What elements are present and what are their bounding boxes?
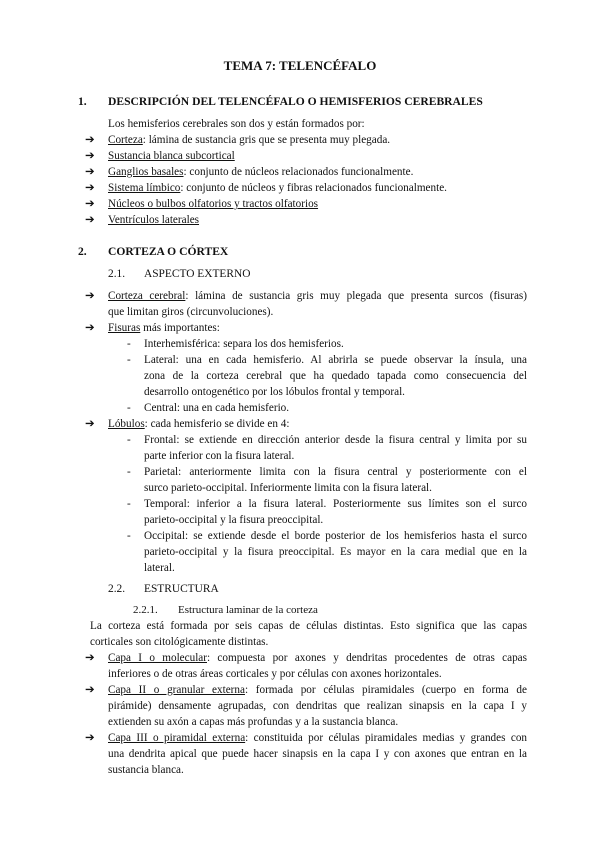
capa-3-line-3: sustancia blanca.	[108, 764, 184, 776]
term: Sustancia blanca subcortical	[108, 150, 235, 162]
capa-3-line-2: una dendrita apical que puede hacer sinapsis en la capa I y con axones que entran en la	[108, 748, 527, 760]
lobulo-temporal-line-1: Temporal: inferior a la fisura lateral. Posteriormente sus límites son el surco	[144, 498, 527, 510]
lobulo-occipital-line-3: lateral.	[144, 562, 175, 574]
lobulo-occipital-line-2: parieto-occipital y la fisura preoccipital. Es mayor en la cara medial que en la	[144, 546, 527, 558]
list-item	[108, 164, 413, 180]
fisura-central: Central: una en cada hemisferio.	[144, 402, 290, 414]
capa-1-line-1: Capa I o molecular: compuesta por axones y dendritas procedentes de otras capas	[108, 652, 527, 664]
subsection-2-2-1-number: 2.2.1.	[133, 604, 158, 616]
arrow-bullet-icon: ➔	[85, 322, 95, 334]
subsection-2-1-heading: ASPECTO EXTERNO	[144, 268, 251, 280]
dash-bullet: -	[127, 498, 131, 510]
arrow-bullet-icon: ➔	[85, 198, 95, 210]
section-1-heading: DESCRIPCIÓN DEL TELENCÉFALO O HEMISFERIOS CEREBRALES	[108, 95, 483, 108]
section-1-intro: Los hemisferios cerebrales son dos y están formados por:	[108, 118, 365, 130]
fisura-lateral-line-2: zona de la corteza cerebral que ha quedado tapada como consecuencia del	[144, 370, 527, 382]
arrow-bullet-icon: ➔	[85, 732, 95, 744]
term: Capa I o molecular	[108, 652, 207, 664]
term: Corteza	[108, 134, 143, 146]
lobulo-occipital-line-1: Occipital: se extiende desde el borde posterior de los hemisferios hasta el surco	[144, 530, 527, 542]
arrow-bullet-icon: ➔	[85, 150, 95, 162]
dash-bullet: -	[127, 338, 131, 350]
corteza-cerebral-line-1: Corteza cerebral: lámina de sustancia gris muy plegada que presenta surcos (fisuras)	[108, 290, 527, 302]
definition: : conjunto de núcleos y fibras relacionados funcionalmente.	[180, 182, 447, 194]
term: Corteza cerebral	[108, 290, 186, 302]
subsection-2-2-1-heading: Estructura laminar de la corteza	[178, 604, 318, 616]
definition: : conjunto de núcleos relacionados funcionalmente.	[183, 166, 414, 178]
subsection-2-1-number: 2.1.	[108, 268, 126, 280]
term: Ganglios basales	[108, 166, 184, 178]
section-2-number: 2.	[78, 245, 87, 258]
arrow-bullet-icon: ➔	[85, 652, 95, 664]
section-1-number: 1.	[78, 95, 87, 108]
arrow-bullet-icon: ➔	[85, 290, 95, 302]
term: Sistema límbico	[108, 182, 181, 194]
term: Capa III o piramidal externa	[108, 732, 246, 744]
fisura-lateral-line-3: desarrollo ontogenético por los lóbulos frontal y temporal.	[144, 386, 405, 398]
dash-bullet: -	[127, 402, 131, 414]
dash-bullet: -	[127, 466, 131, 478]
list-item	[108, 196, 318, 212]
fisura-lateral-line-1: Lateral: una en cada hemisferio. Al abrirla se puede observar la ínsula, una	[144, 354, 527, 366]
corteza-cerebral-line-2: que limitan giros (circunvoluciones).	[108, 306, 274, 318]
capa-1-line-2: inferiores o de otras áreas corticales y por células con axones horizontales.	[108, 668, 442, 680]
dash-bullet: -	[127, 354, 131, 366]
list-item	[108, 180, 447, 196]
arrow-bullet-icon: ➔	[85, 166, 95, 178]
arrow-bullet-icon: ➔	[85, 418, 95, 430]
lobulo-parietal-line-1: Parietal: anteriormente limita con la fisura central y posteriormente con el	[144, 466, 527, 478]
dash-bullet: -	[127, 434, 131, 446]
laminar-paragraph-line-2: corticales son citológicamente distintas.	[90, 636, 269, 648]
laminar-paragraph-line-1: La corteza está formada por seis capas de células distintas. Esto significa que las capas	[90, 620, 527, 632]
capa-3-line-1: Capa III o piramidal externa: constituida por células piramidales medias y grandes con	[108, 732, 528, 744]
capa-2-line-2: pirámide) densamente agrupadas, con dendritas que realizan sinapsis en la capa I y	[108, 700, 527, 712]
fisura-interhemisferica: Interhemisférica: separa los dos hemisferios.	[144, 338, 344, 350]
arrow-bullet-icon: ➔	[85, 134, 95, 146]
list-item	[108, 212, 199, 228]
capa-2-line-1: Capa II o granular externa: formada por células piramidales (cuerpo en forma de	[108, 684, 527, 696]
arrow-bullet-icon: ➔	[85, 182, 95, 194]
term: Núcleos o bulbos olfatorios y tractos olfatorios	[108, 198, 319, 210]
lobulo-frontal-line-2: parte inferior con la fisura lateral.	[144, 450, 295, 462]
dash-bullet: -	[127, 530, 131, 542]
lobulo-temporal-line-2: parieto-occipital y la fisura preoccipital.	[144, 514, 324, 526]
lobulos-item: Lóbulos: cada hemisferio se divide en 4:	[108, 418, 290, 430]
capa-2-line-3: extienden su axón a capas más profundas y a la sustancia blanca.	[108, 716, 399, 728]
page-title: TEMA 7: TELENCÉFALO	[223, 58, 377, 73]
term: Lóbulos	[108, 418, 145, 430]
subsection-2-2-heading: ESTRUCTURA	[144, 583, 219, 595]
lobulo-parietal-line-2: surco parieto-occipital. Inferiormente limita con la fisura lateral.	[144, 482, 432, 494]
subsection-2-2-number: 2.2.	[108, 583, 126, 595]
section-2-heading: CORTEZA O CÓRTEX	[108, 245, 229, 258]
lobulo-frontal-line-1: Frontal: se extiende en dirección anterior desde la fisura central y limita por su	[144, 434, 527, 446]
term: Fisuras	[108, 322, 141, 334]
definition: : lámina de sustancia gris que se presenta muy plegada.	[142, 134, 391, 146]
arrow-bullet-icon: ➔	[85, 214, 95, 226]
term: Capa II o granular externa	[108, 684, 245, 696]
arrow-bullet-icon: ➔	[85, 684, 95, 696]
fisuras-item: Fisuras más importantes:	[108, 322, 220, 334]
list-item	[108, 148, 235, 164]
term: Ventrículos laterales	[108, 214, 200, 226]
list-item	[108, 132, 390, 148]
